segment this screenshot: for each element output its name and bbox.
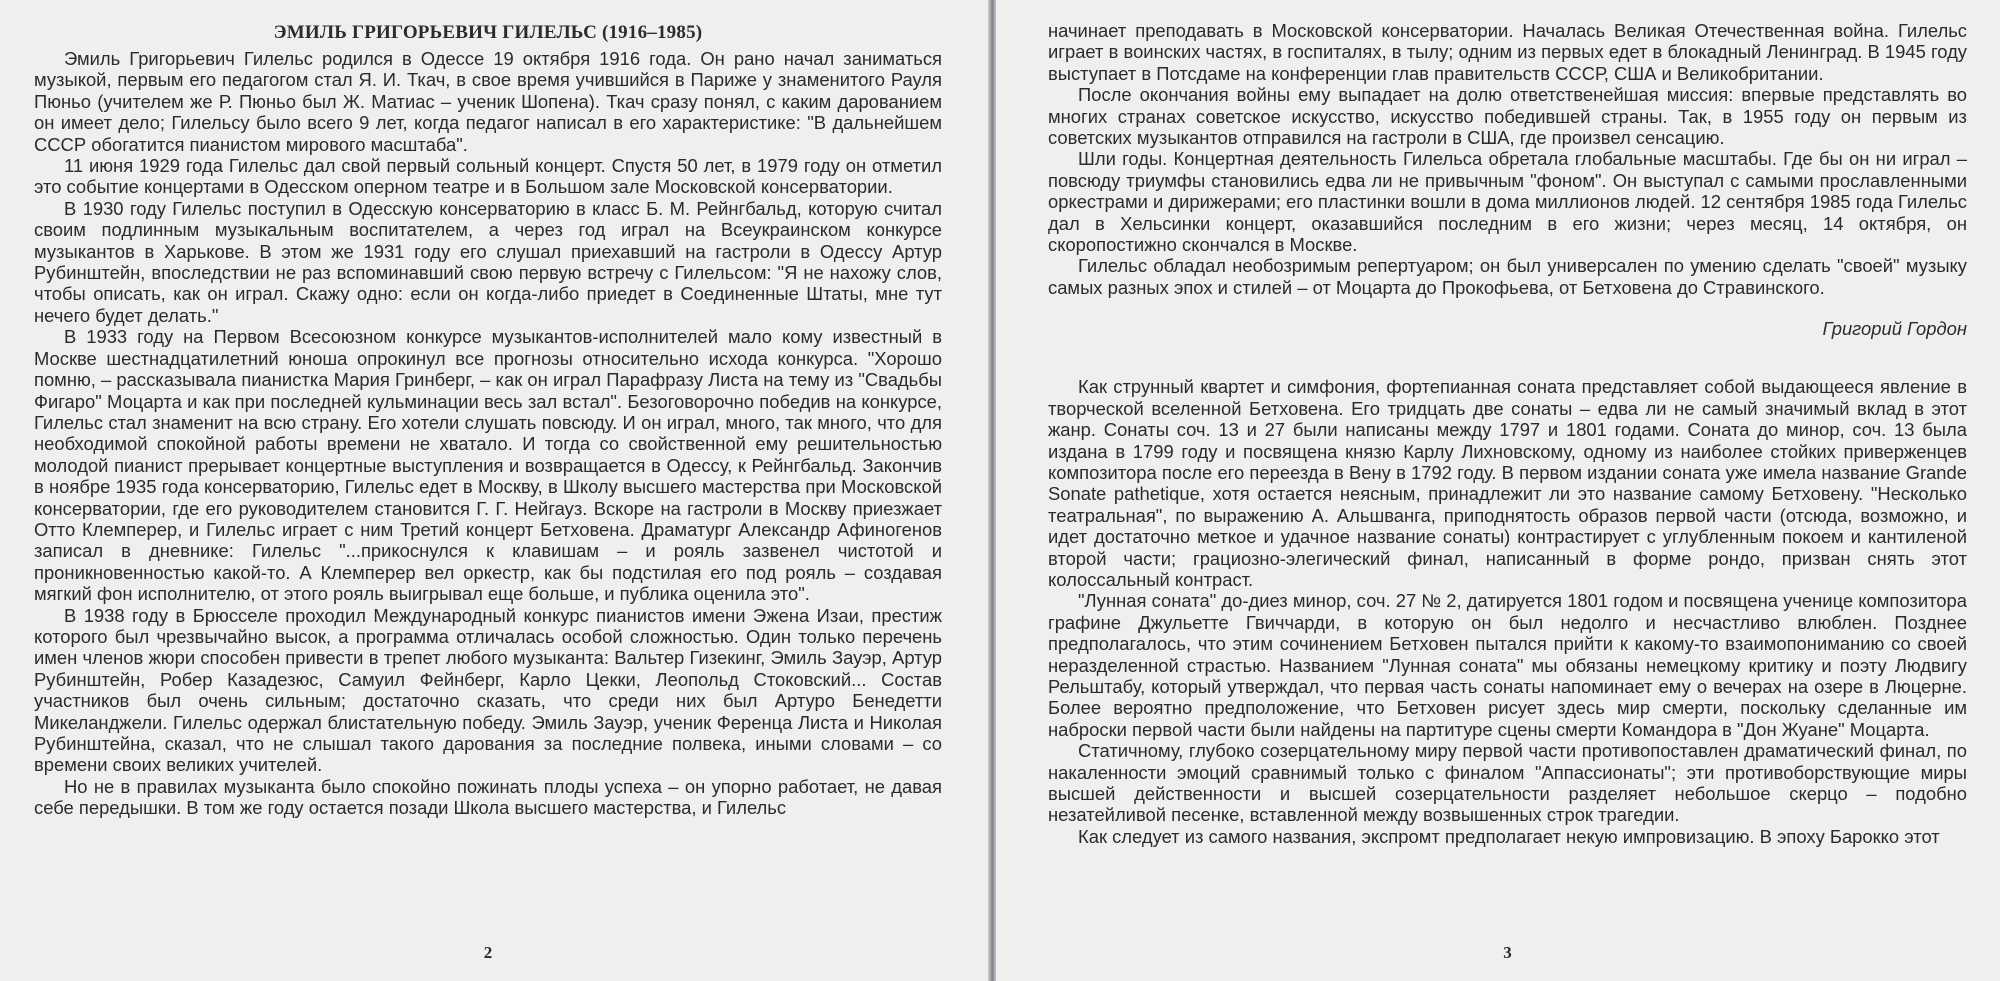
page-number: 2 bbox=[483, 943, 493, 962]
paragraph: Как следует из самого названия, экспромт предполагает некую импровизацию. В эпоху Барокко этот bbox=[1078, 825, 1940, 847]
page-title: ЭМИЛЬ ГРИГОРЬЕВИЧ ГИЛЕЛЬС (1916–1985) bbox=[273, 22, 703, 43]
paragraph: начинает преподавать в Московской консерватории. Началась Великая Отечественная война. Гилельс играет в воинских частях, в госпиталях, в тылу; одним из первых едет в блокадный Ленинград. В 1945 году выступает в Потсдаме на конференции глав правительств СССР, США и Великобритании. bbox=[1048, 20, 1967, 84]
paragraph: 11 июня 1929 года Гилельс дал свой первый сольный концерт. Спустя 50 лет, в 1979 году он отметил это событие концертами в Одесском оперном театре и в Большом зале Московской консерватории. bbox=[34, 155, 942, 198]
paragraph: Гилельс обладал необозримым репертуаром; он был универсален по умению сделать "своей" музыку самых разных эпох и стилей – от Моцарта до Прокофьева, от Бетховена до Стравинского. bbox=[1048, 255, 1967, 298]
page-number: 3 bbox=[1503, 943, 1512, 962]
paragraph: "Лунная соната" до-диез минор, соч. 27 № 2, датируется 1801 годом и посвящена ученице композитора графине Джульетте Гвиччарди, в которую он был недолго и несчастливо влюблен. Позднее предполагалось, что этим сочинением Бетховен пытался прийти к какому-то взаимопониманию со своей неразделенной страстью. Названием "Лунная соната" мы обязаны немецкому критику и поэту Людвигу Рельштабу, который утверждал, что первая часть сонаты напоминает ему о вечерах на озере в Люцерне. Более вероятно предположение, что Бетховен рисует здесь мир смерти, поскольку сделанные им наброски первой части были найдены на партитуре сцены смерти Командора в "Дон Жуане" Моцарта. bbox=[1048, 590, 1967, 740]
paragraph: Шли годы. Концертная деятельность Гилельса обретала глобальные масштабы. Где бы он ни играл – повсюду триумфы становились едва ли не привычным "фоном". Он выступал с самыми прославленными оркестрами и дирижерами; его пластинки вошли в дома миллионов людей. 12 сентября 1985 года Гилельс дал в Хельсинки концерт, оказавшийся последним в его жизни; через месяц, 14 октября, он скоропостижно скончался в Москве. bbox=[1048, 148, 1967, 256]
paragraph: Эмиль Григорьевич Гилельс родился в Одессе 19 октября 1916 года. Он рано начал заниматься музыкой, первым его педагогом стал Я. И. Ткач, в свое время учившийся в Париже у знаменитого Рауля Пюньо (учителем же Р. Пюньо был Ж. Матиас – ученик Шопена). Ткач сразу понял, с каким дарованием он имеет дело; Гилельсу было всего 9 лет, когда педагог написал в его характеристике: "В дальнейшем СССР обогатится пианистом мирового масштаба". bbox=[34, 48, 942, 155]
paragraph: В 1938 году в Брюсселе проходил Международный конкурс пианистов имени Эжена Изаи, престиж которого был чрезвычайно высок, а программа отличалась особой сложностью. Один только перечень имен членов жюри способен привести в трепет любого музыканта: Вальтер Гизекинг, Эмиль Зауэр, Артур Рубинштейн, Робер Казадезюс, Самуил Фейнберг, Карло Цекки, Леопольд Стоковский... Состав участников был очень сильным; достаточно сказать, что среди них был Артуро Бенедетти Микеланджели. Гилельс одержал блистательную победу. Эмиль Зауэр, ученик Ференца Листа и Николая Рубинштейна, сказал, что не слышал такого дарования за последние полвека, иными словами – со времени своих великих учителей. bbox=[34, 604, 942, 776]
paragraph: Но не в правилах музыканта было спокойно пожинать плоды успеха – он упорно работает, не давая себе передышки. В том же году остается позади Школа высшего мастерства, и Гилельс bbox=[34, 775, 942, 819]
paragraph: Статичному, глубоко созерцательному миру первой части противопоставлен драматический финал, по накаленности эмоций сравнимый только с финалом "Аппассионаты"; эти противоборствующие миры высшей действенности и высшей созерцательности разделяет небольшое скерцо – подобно незатейливой песенке, вставленной между возвышенных строк трагедии. bbox=[1048, 740, 1967, 826]
paragraph: После окончания войны ему выпадает на долю ответственейшая миссия: впервые представлять во многих странах советское искусство, искусство победившей страны. Так, в 1955 году он первым из советских музыкантов отправился на гастроли в США, где произвел сенсацию. bbox=[1048, 84, 1967, 149]
paragraph: В 1930 году Гилельс поступил в Одесскую консерваторию в класс Б. М. Рейнгбальд, которую считал своим подлинным музыкальным воспитателем, а через год играл на Всеукраинском конкурсе музыкантов в Харькове. В этом же 1931 году его слушал приехавший на гастроли в Одессу Артур Рубинштейн, впоследствии не раз вспоминавший свою первую встречу с Гилельсом: "Я не нахожу слов, чтобы описать, как он играл. Скажу одно: если он когда-либо приедет в Соединенные Штаты, мне тут нечего будет делать." bbox=[34, 197, 942, 326]
author-signature: Григорий Гордон bbox=[1822, 318, 1967, 340]
right-page bbox=[996, 0, 2000, 981]
paragraph: В 1933 году на Первом Всесоюзном конкурсе музыкантов-исполнителей мало кому известный в Москве шестнадцатилетний юноша опрокинул все прогнозы относительно исхода конкурса. "Хорошо помню, – рассказывала пианистка Мария Гринберг, – как он играл Парафразу Листа на тему из "Свадьбы Фигаро" Моцарта и как при последней кульминации весь зал встал". Безоговорочно победив на конкурсе, Гилельс стал знаменит на всю страну. Его хотели слушать повсюду. И он играл, много, так много, что для необходимой спокойной работы времени не хватало. И тогда со свойственной ему решительностью молодой пианист прерывает концертные выступления и возвращается в Одессу, к Рейнгбальд. Закончив в ноябре 1935 года консерваторию, Гилельс едет в Москву, в Школу высшего мастерства при Московской консерватории, где его руководителем становится Г. Г. Нейгауз. Вскоре на гастроли в Москву приезжает Отто Клемперер, и Гилельс играет с ним Третий концерт Бетховена. Драматург Александр Афиногенов записал в дневнике: Гилельс "...прикоснулся к клавишам – и рояль зазвенел чистотой и проникновенностью какой-то. А Клемперер вел оркестр, как бы подстилая его под рояль – создавая мягкий фон исполнителю, от этого рояль выигрывал еще больше, и публика оценила это". bbox=[34, 326, 942, 605]
left-page bbox=[0, 0, 990, 981]
paragraph: Как струнный квартет и симфония, фортепианная соната представляет собой выдающееся явление в творческой вселенной Бетховена. Его тридцать две сонаты – едва ли не самый значимый вклад в этот жанр. Сонаты соч. 13 и 27 были написаны между 1797 и 1801 годами. Соната до минор, соч. 13 была издана в 1799 году и посвящена князю Карлу Лихновскому, одному из наиболее стойких приверженцев композитора после его переезда в Вену в 1792 году. В первом издании соната уже имела название Grande Sonate pathetique, хотя остается неясным, принадлежит ли это название самому Бетховену. "Несколько театральная", по выражению А. Альшванга, приподнятость образов первой части (отсюда, возможно, и идет достаточно меткое и удачное название сонаты) контрастирует с углубленным покоем и кантиленой второй части; грациозно-элегический финал, написанный в форме рондо, призван снять этот колоссальный контраст. bbox=[1048, 376, 1967, 590]
